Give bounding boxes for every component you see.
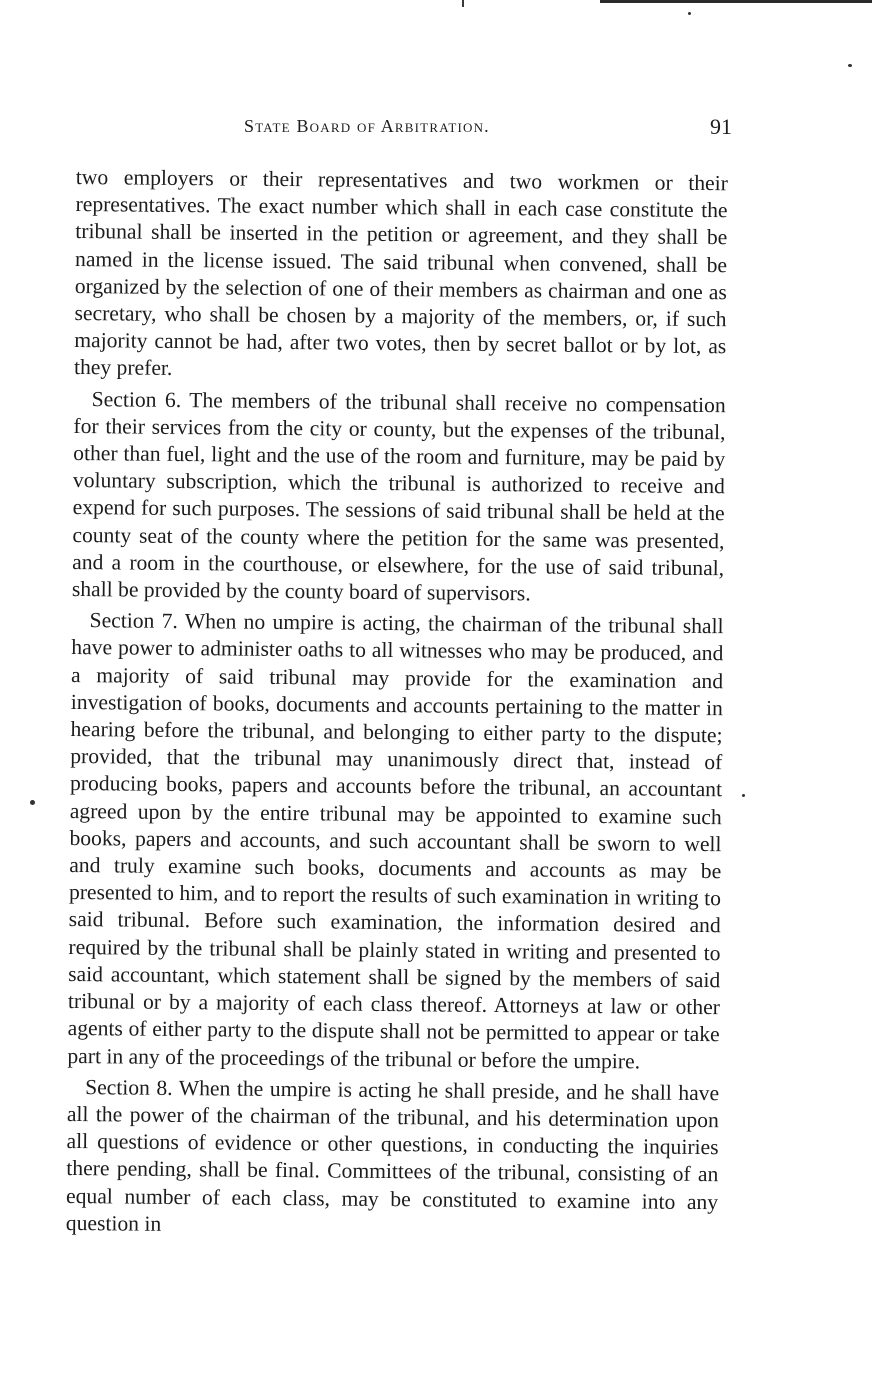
page-number: 91 [710, 114, 732, 139]
paragraph-section-8: Section 8. When the umpire is acting he shall preside, and he shall have all the power of the chairman of the tribunal, and his determination upon all questions of evidence or other questions, in conducting the inquiries there pending, shall be final. Committees of the tribunal, consisting of an equal number of each class, may be constituted to examine into any question in [65, 1074, 720, 1236]
scan-speck [742, 794, 745, 797]
scan-speck [688, 12, 691, 15]
running-title: State Board of Arbitration. [244, 116, 490, 136]
running-head [0, 116, 872, 146]
scan-speck [30, 800, 35, 805]
scan-edge-mark [462, 0, 464, 7]
paragraph-section-6: Section 6. The members of the tribunal shall receive no compensation for their services from the city or county, but the expenses of the tribunal, other than fuel, light and the use of the room and furniture, may be paid by voluntary subscription, which the tribunal is authorized to receive and expend for such purposes. The sessions of said tribunal shall be held at the county seat of the county where the petition for the same was presented, and a room in the courthouse, or elsewhere, for the use of said tribunal, shall be provided by the county board of supervisors. [71, 386, 726, 606]
body-text [66, 164, 728, 1247]
scan-edge-rule [600, 0, 872, 3]
paragraph-section-7: Section 7. When no umpire is acting, the chairman of the tribunal shall have power to administer oaths to all witnesses who may be produced, and a majority of said tribunal may provide for the examination and investigation of books, documents and accounts pertaining to the matter in hearing before the tribunal, and belonging to either party to the dispute; provided, that the tribunal may unanimously direct that, instead of producing books, papers and accounts before the tribunal, an accountant agreed upon by the entire tribunal may be appointed to examine such books, papers and accounts, and such accountant shall be sworn to well and truly examine such books, documents and accounts as may be presented to him, and to report the results of such examination in writing to said tribunal. Before such examination, the information desired and required by the tribunal shall be plainly stated in writing and presented to said accountant, which statement shall be signed by the members of said tribunal or by a majority of each class thereof. Attorneys at law or other agents of either party to the dispute shall not be permitted to appear or take part in any of the proceedings of the tribunal or before the umpire. [67, 608, 724, 1073]
scan-speck [848, 64, 852, 67]
paragraph-continuation: two employers or their representatives and two workmen or their representatives. The exact number which shall in each case constitute the tribunal shall be inserted in the petition or agreement, and they shall be named in the license issued. The said tribunal when convened, shall be organized by the selection of one of their members as chairman and one as secretary, who shall be chosen by a majority of the members, or, if such majority cannot be had, after two votes, then by secret ballot or by lot, as they prefer. [73, 164, 728, 381]
